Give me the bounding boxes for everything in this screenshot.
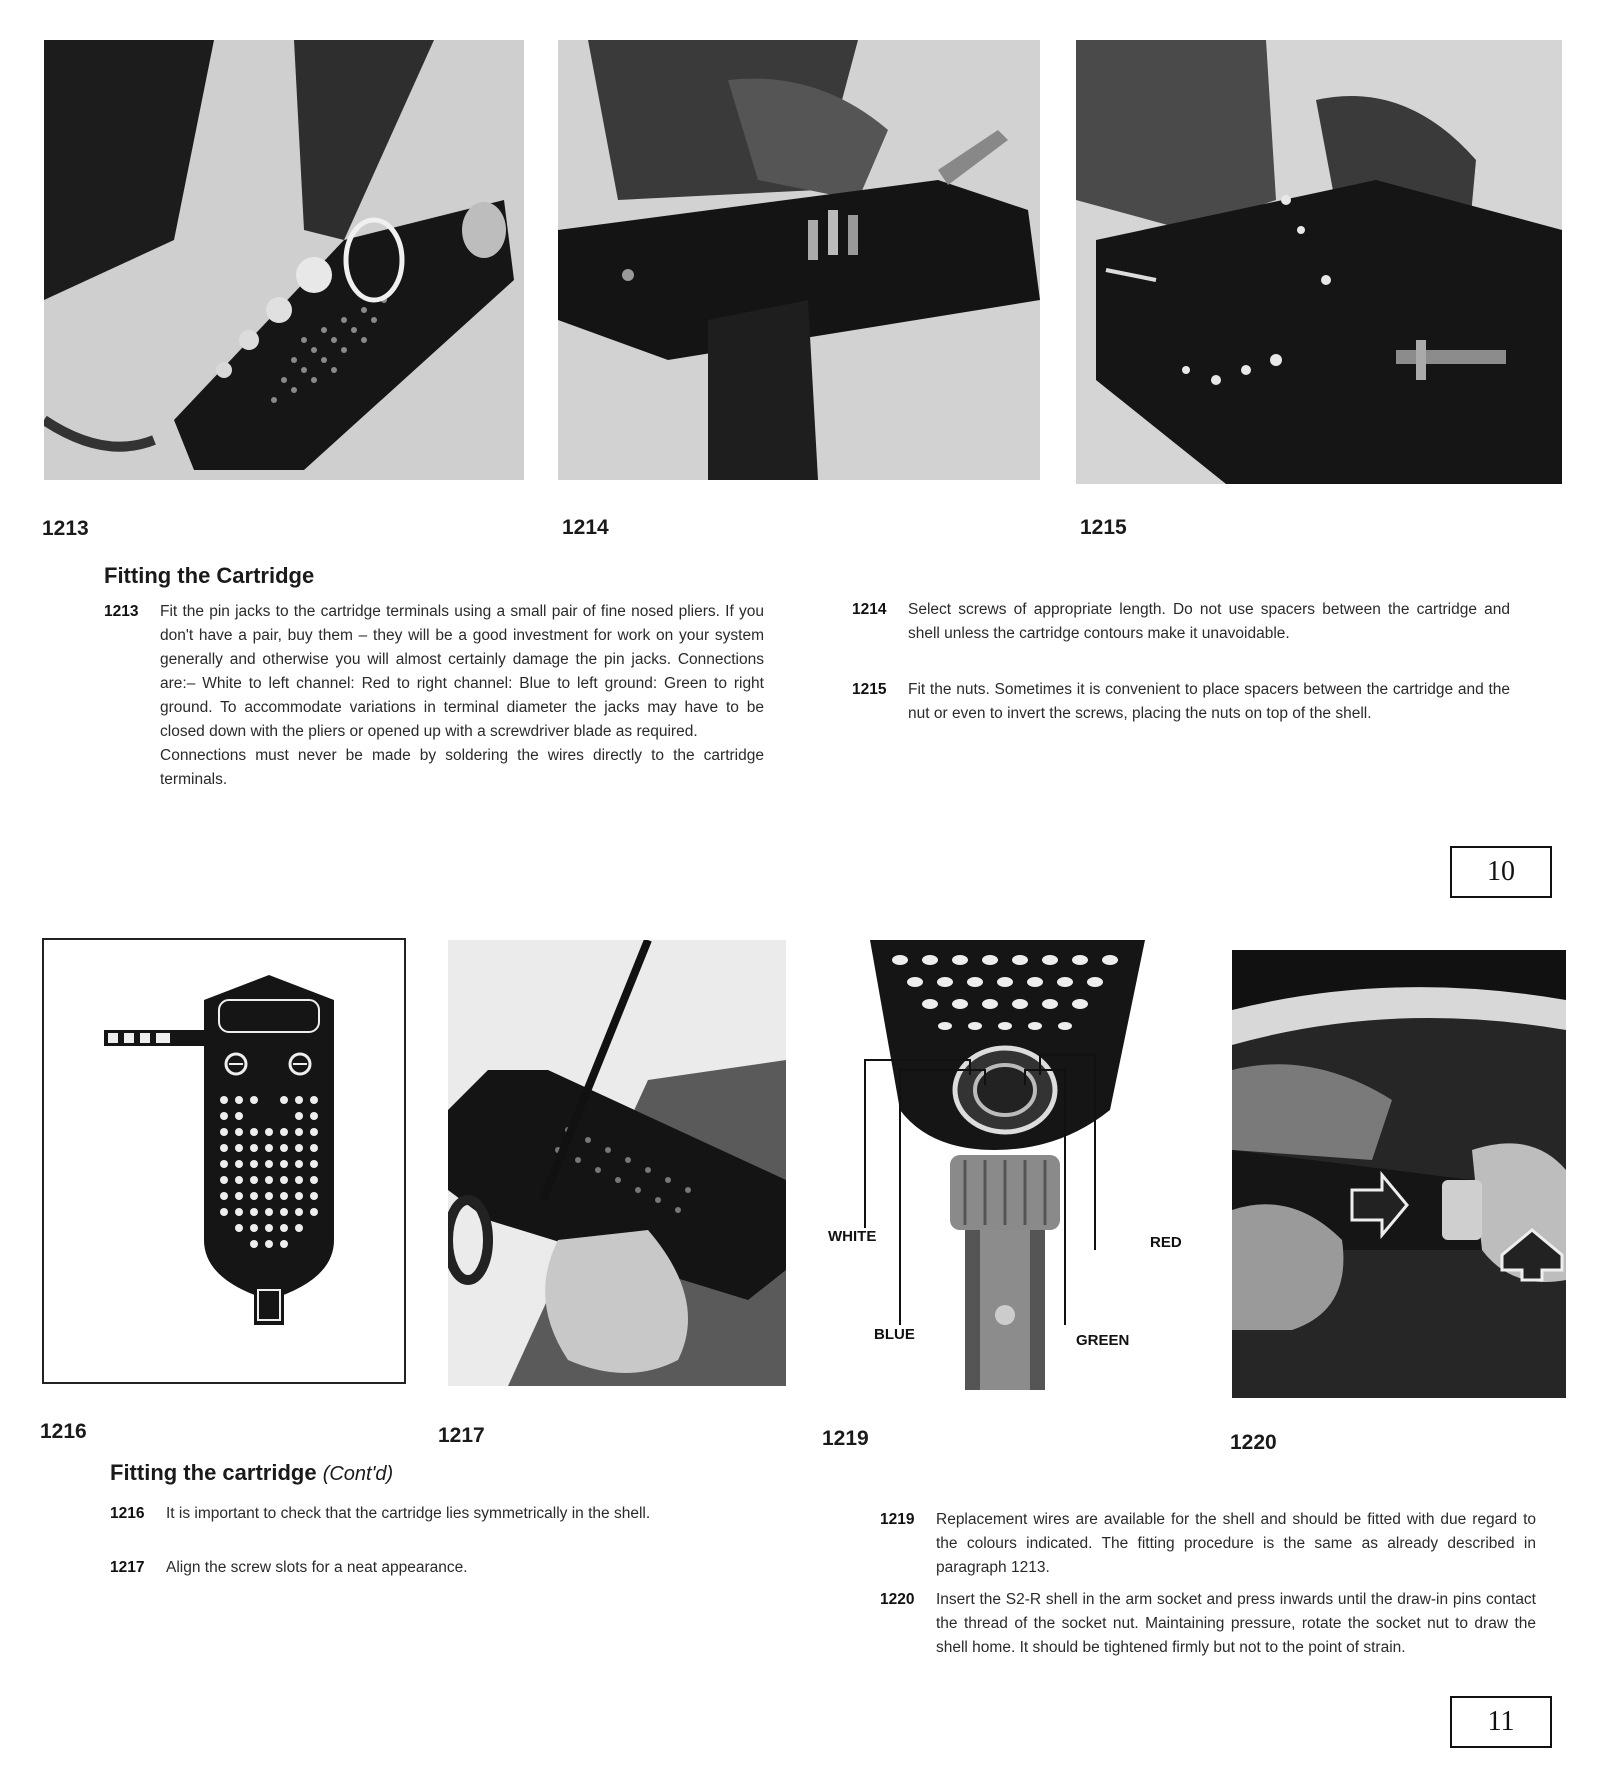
- paragraph-number: 1220: [880, 1591, 915, 1608]
- paragraph-number: 1217: [110, 1559, 145, 1576]
- wire-label-green: GREEN: [1076, 1332, 1130, 1349]
- photo-1215: [1076, 40, 1562, 484]
- paragraph-text: Replacement wires are available for the shell and should be fitted with due regard to the colours indicated. The fitting procedure is the same as already described in paragraph 1213.: [936, 1511, 1536, 1576]
- section-title-contd: (Cont'd): [322, 1463, 394, 1485]
- photo-1217: [448, 940, 786, 1386]
- page-number-box: 10: [1450, 846, 1552, 898]
- section-title-bottom: [110, 1460, 393, 1486]
- paragraph-text: It is important to check that the cartridge lies symmetrically in the shell.: [166, 1505, 651, 1522]
- wire-label-blue: BLUE: [874, 1326, 915, 1343]
- paragraph-1213: [104, 600, 764, 792]
- figure-number-1213: 1213: [42, 517, 89, 540]
- section-title-top: Fitting the Cartridge: [104, 563, 315, 588]
- paragraph-1217: [110, 1556, 772, 1580]
- paragraph-number: 1219: [880, 1511, 915, 1528]
- paragraph-1219: [880, 1508, 1536, 1580]
- photo-1213: [44, 40, 524, 480]
- section-title-text: Fitting the cartridge: [110, 1460, 317, 1485]
- paragraph-number: 1216: [110, 1505, 145, 1522]
- paragraph-1216: [110, 1502, 772, 1526]
- paragraph-1220: [880, 1588, 1536, 1660]
- paragraph-note: Connections must never be made by soldering the wires directly to the cartridge terminals.: [160, 747, 764, 788]
- paragraph-1215: [852, 678, 1510, 726]
- diagram-1219: [820, 940, 1180, 1390]
- paragraph-1214: [852, 598, 1510, 646]
- figure-number-1219: 1219: [822, 1427, 869, 1450]
- diagram-1216: [42, 938, 406, 1384]
- photo-1220: [1232, 950, 1566, 1398]
- paragraph-number: 1215: [852, 681, 887, 698]
- wire-label-white: WHITE: [828, 1228, 877, 1245]
- figure-number-1220: 1220: [1230, 1431, 1277, 1454]
- figure-number-1214: 1214: [562, 516, 609, 539]
- page-number-box: 11: [1450, 1696, 1552, 1748]
- paragraph-text: Fit the pin jacks to the cartridge terminals using a small pair of fine nosed pliers. If you don't have a pair, buy them – they will be a good investment for work on your system generally and otherwise you will almost certainly damage the pin jacks. Connections are:– White to left channel: Red to right channel: Blue to left ground: Green to right ground. To accommodate variations in terminal diameter the jacks may have to be closed down with the pliers or opened up with a screwdriver blade as required.: [160, 603, 764, 740]
- photo-1214: [558, 40, 1040, 480]
- figure-number-1217: 1217: [438, 1424, 485, 1447]
- paragraph-text: Insert the S2-R shell in the arm socket and press inwards until the draw-in pins contact the thread of the socket nut. Maintaining pressure, rotate the socket nut to draw the shell home. It should be tightened firmly but not to the point of strain.: [936, 1591, 1536, 1656]
- wire-label-red: RED: [1150, 1234, 1182, 1251]
- figure-number-1216: 1216: [40, 1420, 87, 1443]
- paragraph-text: Select screws of appropriate length. Do not use spacers between the cartridge and shell unless the cartridge contours make it unavoidable.: [908, 601, 1510, 642]
- paragraph-number: 1213: [104, 603, 139, 620]
- paragraph-text: Align the screw slots for a neat appearance.: [166, 1559, 468, 1576]
- figure-number-1215: 1215: [1080, 516, 1127, 539]
- paragraph-text: Fit the nuts. Sometimes it is convenient to place spacers between the cartridge and the nut or even to invert the screws, placing the nuts on top of the shell.: [908, 681, 1510, 722]
- paragraph-number: 1214: [852, 601, 887, 618]
